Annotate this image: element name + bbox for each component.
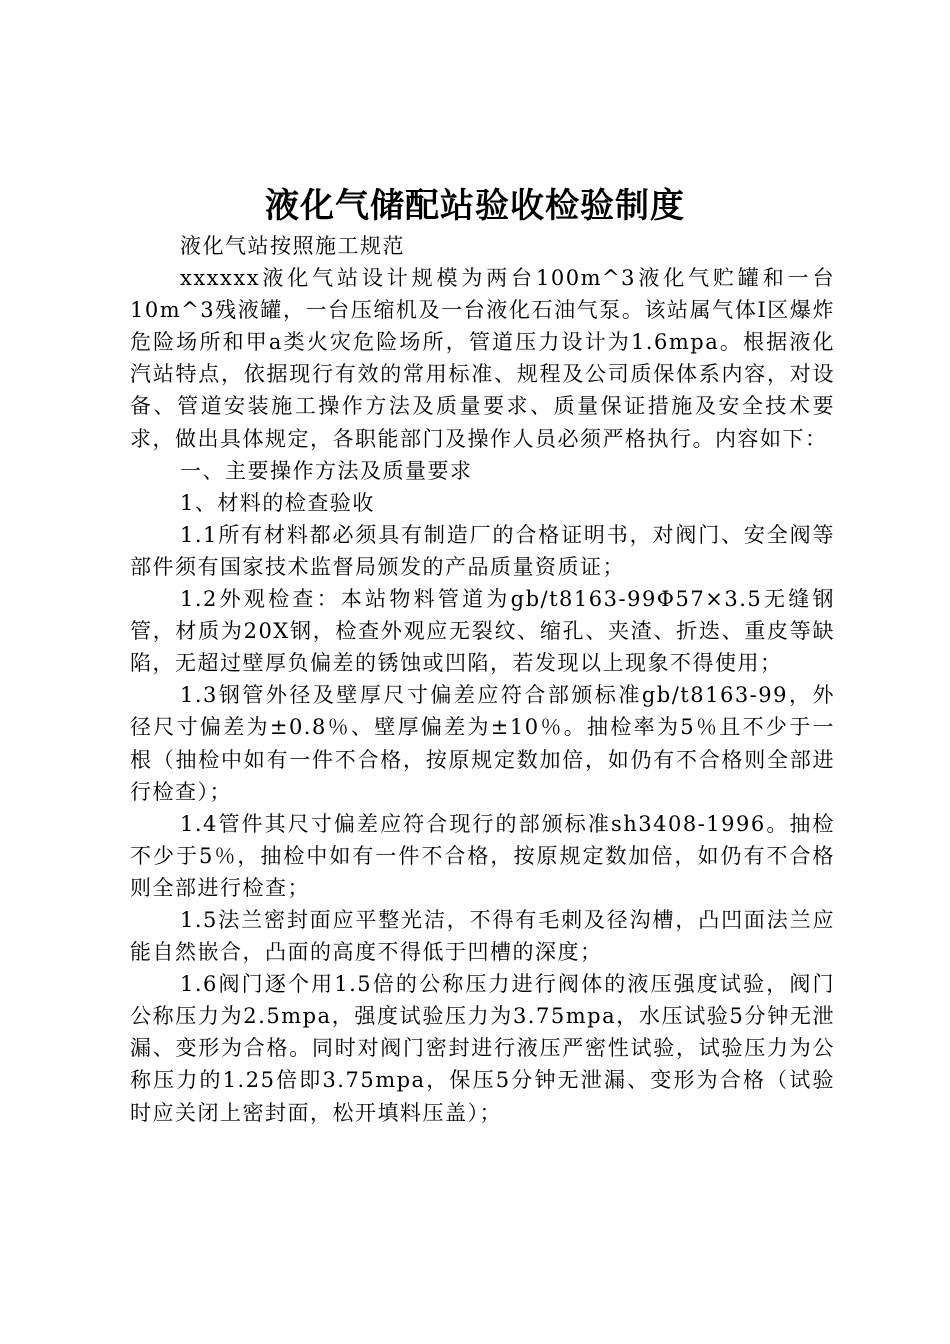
document-title: 液化气储配站验收检验制度 <box>265 186 685 226</box>
clause-1-6: 1.6阀门逐个用1.5倍的公称压力进行阀体的液压强度试验，阀门公称压力为2.5mpa，强度试验压力为3.75mpa，水压试验5分钟无泄漏、变形为合格。同时对阀门密封进行液压严密性试验，试验压力为公称压力的1.25倍即3.75mpa，保压5分钟无泄漏、变形为合格（试验时应关闭上密封面，松开填料压盖）； <box>130 972 835 1125</box>
clause-1-3: 1.3钢管外径及壁厚尺寸偏差应符合部颁标准gb/t8163-99，外径尺寸偏差为±0.8％、壁厚偏差为±10％。抽检率为5％且不少于一根（抽检中如有一件不合格，按原规定数加倍，如仍有不合格则全部进行检查）； <box>130 683 835 804</box>
section-heading: 一、主要操作方法及质量要求 <box>180 458 473 483</box>
clause-1-2: 1.2外观检查：本站物料管道为gb/t8163-99Φ57×3.5无缝钢管，材质为20X钢，检查外观应无裂纹、缩孔、夹渣、折迭、重皮等缺陷，无超过壁厚负偏差的锈蚀或凹陷，若发现以上现象不得使用； <box>130 587 835 676</box>
subsection-heading: 1、材料的检查验收 <box>180 490 375 515</box>
clause-1-4: 1.4管件其尺寸偏差应符合现行的部颁标准sh3408-1996。抽检不少于5％，抽检中如有一件不合格，按原规定数加倍，如仍有不合格则全部进行检查； <box>130 811 835 900</box>
document-body <box>130 230 835 1129</box>
paragraph-intro: 液化气站按照施工规范 <box>180 234 405 258</box>
paragraph-overview: xxxxxx液化气站设计规模为两台100m^3液化气贮罐和一台10m^3残液罐，一台压缩机及一台液化石油气泵。该站属气体Ⅰ区爆炸危险场所和甲a类火灾危险场所，管道压力设计为1.6mpa。根据液化汽站特点，依据现行有效的常用标准、规程及公司质保体系内容，对设备、管道安装施工操作方法及质量要求、质量保证措施及安全技术要求，做出具体规定，各职能部门及操作人员必须严格执行。内容如下： <box>130 266 835 451</box>
clause-1-5: 1.5法兰密封面应平整光洁，不得有毛刺及径沟槽，凸凹面法兰应能自然嵌合，凸面的高度不得低于凹槽的深度； <box>130 907 835 965</box>
clause-1-1: 1.1所有材料都必须具有制造厂的合格证明书，对阀门、安全阀等部件须有国家技术监督局颁发的产品质量资质证； <box>130 522 835 579</box>
